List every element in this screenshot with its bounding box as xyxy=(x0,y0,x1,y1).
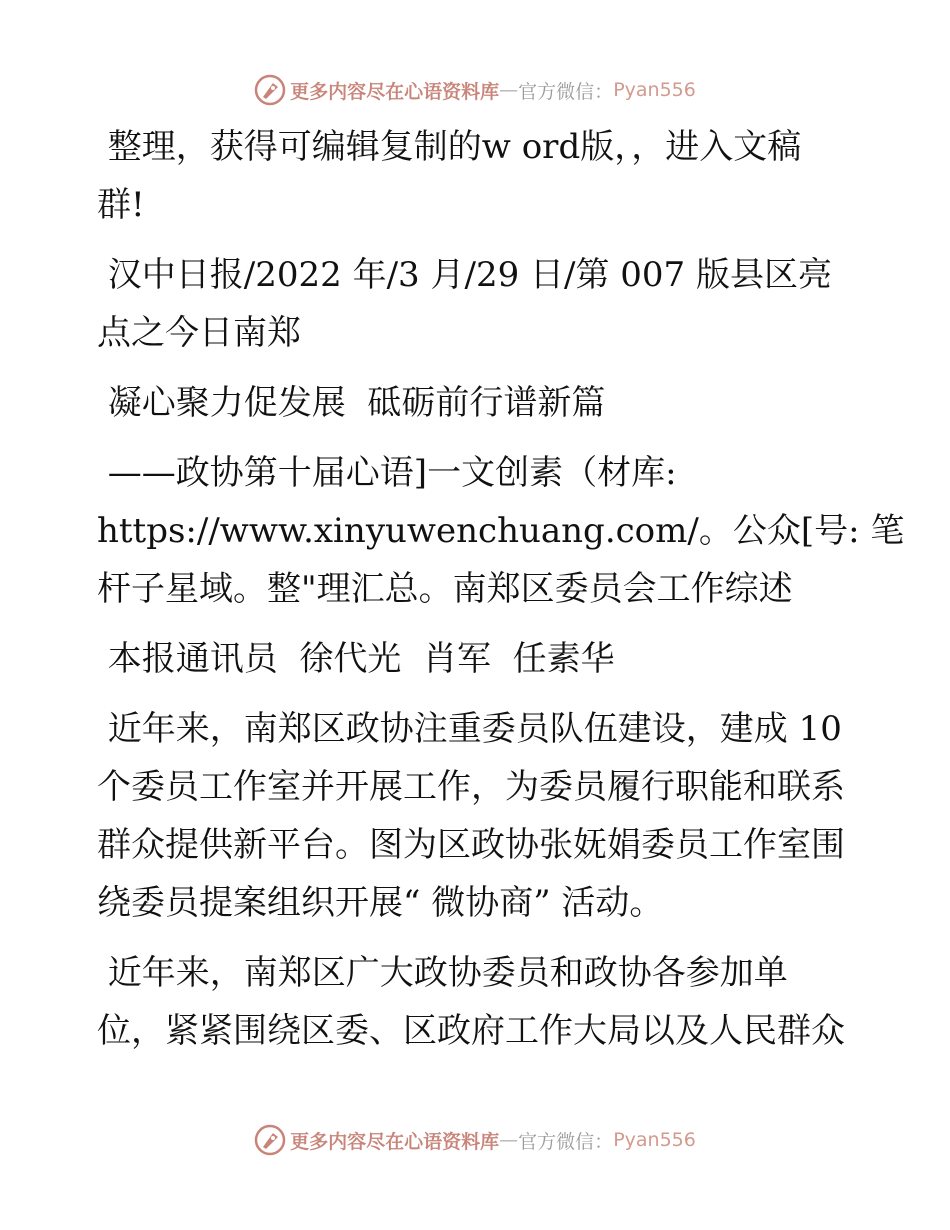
pen-nib-logo-icon xyxy=(254,74,286,106)
watermark-wechat-id: Pyan556 xyxy=(613,79,696,101)
byline xyxy=(97,630,857,688)
text-line: 位，紧紧围绕区委、区政府工作大局以及人民群众 xyxy=(97,1011,845,1051)
photo-caption-paragraph xyxy=(97,700,857,932)
text-line: 凝心聚力促发展 砥砺前行谱新篇 xyxy=(97,383,606,423)
text-line: 杆子星域。整"理汇总。南郑区委员会工作综述 xyxy=(97,569,793,609)
text-line: 群! xyxy=(97,185,145,225)
text-line: 本报通讯员 徐代光 肖军 任素华 xyxy=(97,639,615,679)
watermark-site-text: 更多内容尽在心语资料库 xyxy=(290,1130,500,1153)
paragraph-intro xyxy=(97,118,857,234)
text-line: 近年来，南郑区政协注重委员队伍建设，建成 10 xyxy=(97,709,842,749)
text-line: 群众提供新平台。图为区政协张妩娟委员工作室围 xyxy=(97,825,845,865)
watermark-official-label: 官方微信： xyxy=(518,1130,614,1153)
article-title xyxy=(97,374,857,432)
watermark-dash: — xyxy=(499,79,519,101)
body-paragraph xyxy=(97,944,857,1060)
watermark-official-label: 官方微信： xyxy=(518,80,614,103)
text-line: ——政协第十届心语]一文创素（材库: xyxy=(97,453,677,493)
footer-watermark xyxy=(0,1120,950,1160)
paragraph-source xyxy=(97,246,857,362)
text-line: 点之今日南郑 xyxy=(97,313,301,353)
watermark-site-text: 更多内容尽在心语资料库 xyxy=(290,80,500,103)
text-line: 绕委员提案组织开展“ 微协商” 活动。 xyxy=(97,883,664,923)
text-line: 个委员工作室并开展工作，为委员履行职能和联系 xyxy=(97,767,845,807)
watermark-dash: — xyxy=(499,1129,519,1151)
text-line: 汉中日报/2022 年/3 月/29 日/第 007 版县区亮 xyxy=(97,255,832,295)
article-subtitle xyxy=(97,444,905,618)
watermark-wechat-id: Pyan556 xyxy=(613,1129,696,1151)
document-body xyxy=(97,118,905,1072)
text-line: 近年来，南郑区广大政协委员和政协各参加单 xyxy=(97,953,788,993)
text-line: https://www.xinyuwenchuang.com/。公众[号: 笔 xyxy=(97,511,905,551)
text-line: 整理，获得可编辑复制的w ord版，，进入文稿 xyxy=(97,127,802,167)
pen-nib-logo-icon xyxy=(254,1124,286,1156)
header-watermark xyxy=(0,70,950,110)
